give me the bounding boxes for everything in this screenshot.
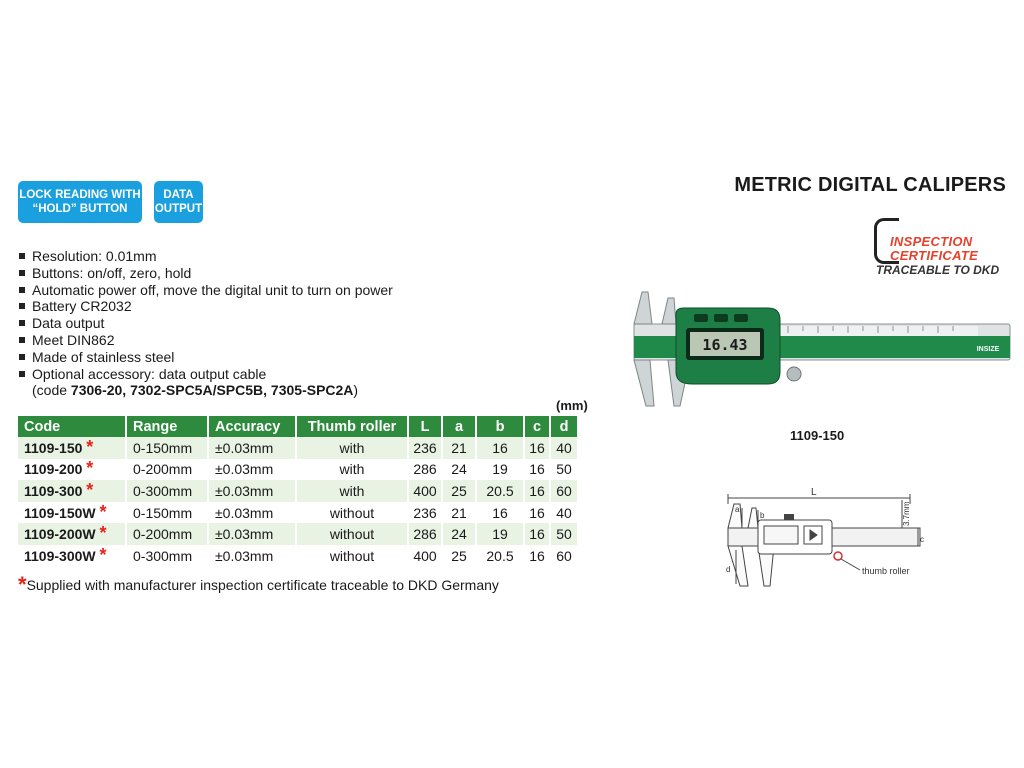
table-row xyxy=(18,480,578,502)
cell-thumb: without xyxy=(296,523,408,545)
caliper-button-3 xyxy=(734,314,748,322)
certificate-line2: CERTIFICATE xyxy=(890,248,979,263)
lock-reading-badge xyxy=(18,181,142,223)
cell-d: 40 xyxy=(550,502,578,524)
cell-c: 16 xyxy=(524,480,550,502)
dim-d-label: d xyxy=(726,565,731,574)
caliper-upper-jaw-moving xyxy=(662,298,676,324)
cell-thumb: with xyxy=(296,480,408,502)
feature-item: Optional accessory: data output cable xyxy=(18,366,393,383)
cell-c: 16 xyxy=(524,459,550,481)
code-text: 1109-300 xyxy=(24,482,83,499)
caliper-brand: INSIZE xyxy=(976,346,1000,353)
feature-item: Made of stainless steel xyxy=(18,349,393,366)
table-header-row xyxy=(18,416,578,437)
star-mark: * xyxy=(86,436,94,457)
cell-d: 60 xyxy=(550,545,578,567)
cell-a: 24 xyxy=(442,523,476,545)
cell-L: 400 xyxy=(408,545,442,567)
accessory-codes: 7306-20, 7302-SPC5A/SPC5B, 7305-SPC2A xyxy=(70,382,354,399)
photo-label: 1109-150 xyxy=(790,428,845,443)
cell-d: 50 xyxy=(550,459,578,481)
certificate-line3: TRACEABLE TO DKD xyxy=(876,263,1000,277)
feature-item: Automatic power off, move the digital unit to turn on power xyxy=(18,282,393,299)
table-row xyxy=(18,545,578,567)
cell-b: 20.5 xyxy=(476,480,524,502)
caliper-dimension-diagram xyxy=(714,486,926,588)
cell-code xyxy=(18,545,126,567)
cell-code xyxy=(18,502,126,524)
cell-range: 0-150mm xyxy=(126,502,208,524)
cell-accuracy: ±0.03mm xyxy=(208,437,296,459)
data-badge-line1: DATA xyxy=(163,189,194,201)
cell-b: 19 xyxy=(476,523,524,545)
caliper-button-1 xyxy=(694,314,708,322)
cell-a: 25 xyxy=(442,545,476,567)
caliper-lcd-value: 16.43 xyxy=(702,336,748,354)
cell-b: 16 xyxy=(476,502,524,524)
cell-a: 21 xyxy=(442,502,476,524)
cell-c: 16 xyxy=(524,545,550,567)
cell-code xyxy=(18,480,126,502)
cell-range: 0-300mm xyxy=(126,545,208,567)
header-thumb-roller: Thumb roller xyxy=(296,416,408,437)
certificate-line1: INSPECTION xyxy=(890,234,973,249)
header-d: d xyxy=(550,416,578,437)
cell-accuracy: ±0.03mm xyxy=(208,480,296,502)
cell-code xyxy=(18,437,126,459)
cell-range: 0-200mm xyxy=(126,459,208,481)
thumb-roller-icon xyxy=(787,367,801,381)
header-accuracy: Accuracy xyxy=(208,416,296,437)
diagram-thumb-roller-icon xyxy=(834,552,842,560)
data-output-badge xyxy=(154,181,203,223)
table-row xyxy=(18,502,578,524)
cell-d: 50 xyxy=(550,523,578,545)
lock-badge-line1: LOCK READING WITH xyxy=(19,189,141,201)
footnote xyxy=(18,572,499,598)
cell-c: 16 xyxy=(524,502,550,524)
dim-3-7mm-label: 3.7mm xyxy=(902,501,911,526)
dim-L-label: L xyxy=(811,487,817,498)
cell-thumb: without xyxy=(296,502,408,524)
cell-b: 20.5 xyxy=(476,545,524,567)
star-mark: * xyxy=(86,458,94,479)
cell-accuracy: ±0.03mm xyxy=(208,545,296,567)
feature-list xyxy=(18,248,393,399)
cell-b: 16 xyxy=(476,437,524,459)
footnote-star: * xyxy=(18,572,27,597)
code-text: 1109-300W xyxy=(24,547,96,564)
caliper-upper-jaw-fixed xyxy=(634,292,652,324)
table-unit: (mm) xyxy=(556,398,588,413)
accessory-code-line xyxy=(18,382,393,399)
lock-badge-line2: “HOLD” BUTTON xyxy=(32,203,128,215)
cell-b: 19 xyxy=(476,459,524,481)
cell-a: 21 xyxy=(442,437,476,459)
inspection-certificate-logo xyxy=(874,218,1006,280)
spec-table xyxy=(18,416,579,567)
header-L: L xyxy=(408,416,442,437)
cell-L: 236 xyxy=(408,502,442,524)
dim-b-label: b xyxy=(760,511,765,520)
thumb-roller-label: thumb roller xyxy=(862,566,910,576)
dim-c-label: c xyxy=(920,535,924,544)
cell-d: 60 xyxy=(550,480,578,502)
code-text: 1109-150W xyxy=(24,504,96,521)
star-mark: * xyxy=(99,523,107,544)
header-b: b xyxy=(476,416,524,437)
cell-accuracy: ±0.03mm xyxy=(208,502,296,524)
star-mark: * xyxy=(99,501,107,522)
caliper-photo xyxy=(628,288,1012,412)
diagram-lower-jaw xyxy=(728,546,748,586)
header-c: c xyxy=(524,416,550,437)
data-badge-line2: OUTPUT xyxy=(154,203,203,215)
table-row xyxy=(18,437,578,459)
cell-L: 286 xyxy=(408,459,442,481)
header-code: Code xyxy=(18,416,126,437)
caliper-button-2 xyxy=(714,314,728,322)
page-title: METRIC DIGITAL CALIPERS xyxy=(734,174,1006,196)
cell-L: 286 xyxy=(408,523,442,545)
cell-range: 0-300mm xyxy=(126,480,208,502)
feature-item: Data output xyxy=(18,315,393,332)
footnote-text: Supplied with manufacturer inspection certificate traceable to DKD Germany xyxy=(26,577,499,593)
feature-item: Battery CR2032 xyxy=(18,298,393,315)
cell-d: 40 xyxy=(550,437,578,459)
cell-thumb: without xyxy=(296,545,408,567)
cell-code xyxy=(18,459,126,481)
cell-L: 400 xyxy=(408,480,442,502)
accessory-code-suffix: ) xyxy=(353,382,359,399)
cell-c: 16 xyxy=(524,523,550,545)
cell-L: 236 xyxy=(408,437,442,459)
cell-accuracy: ±0.03mm xyxy=(208,459,296,481)
cell-code xyxy=(18,523,126,545)
code-text: 1109-150 xyxy=(24,439,83,456)
header-range: Range xyxy=(126,416,208,437)
dim-a-label: a xyxy=(735,505,740,514)
feature-item: Resolution: 0.01mm xyxy=(18,248,393,265)
code-text: 1109-200 xyxy=(24,461,83,478)
caliper-lower-jaw-fixed xyxy=(634,360,654,406)
table-row xyxy=(18,523,578,545)
header-a: a xyxy=(442,416,476,437)
cell-thumb: with xyxy=(296,459,408,481)
star-mark: * xyxy=(99,544,107,565)
cell-thumb: with xyxy=(296,437,408,459)
cell-a: 25 xyxy=(442,480,476,502)
code-text: 1109-200W xyxy=(24,526,96,543)
star-mark: * xyxy=(86,479,94,500)
cell-range: 0-200mm xyxy=(126,523,208,545)
cell-c: 16 xyxy=(524,437,550,459)
feature-item: Buttons: on/off, zero, hold xyxy=(18,265,393,282)
table-row xyxy=(18,459,578,481)
cell-range: 0-150mm xyxy=(126,437,208,459)
cell-a: 24 xyxy=(442,459,476,481)
accessory-code-prefix: (code xyxy=(32,382,71,399)
feature-item: Meet DIN862 xyxy=(18,332,393,349)
cell-accuracy: ±0.03mm xyxy=(208,523,296,545)
